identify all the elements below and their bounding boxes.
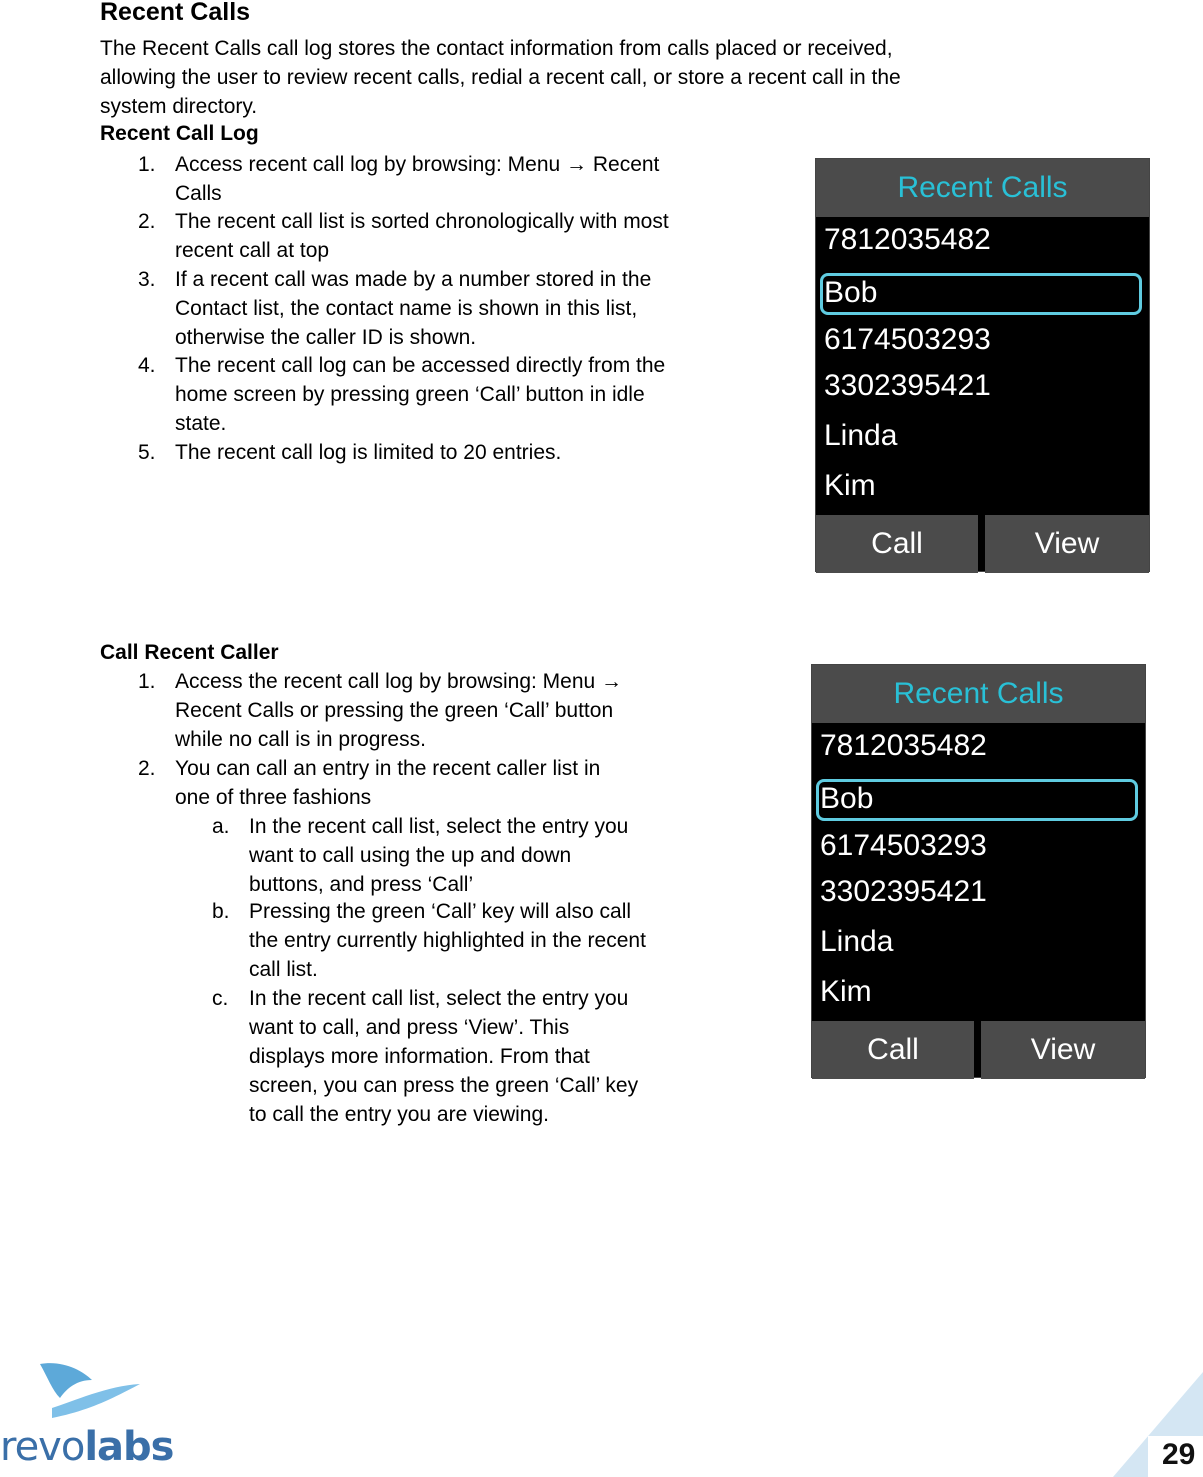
- list-line: state.: [175, 412, 227, 435]
- phone-entry: 7812035482: [820, 729, 987, 762]
- list-line: want to call, and press ‘View’. This: [249, 1016, 570, 1039]
- list-line: the entry currently highlighted in the recent: [249, 929, 646, 952]
- list-line: You can call an entry in the recent caller list in: [175, 757, 601, 780]
- phone-entry: 6174503293: [824, 323, 991, 356]
- list-line: home screen by pressing green ‘Call’ button in idle: [175, 383, 645, 406]
- list-line: buttons, and press ‘Call’: [249, 873, 474, 896]
- list-line: Calls: [175, 182, 222, 205]
- list-number: 5.: [138, 441, 156, 464]
- list-line: one of three fashions: [175, 786, 372, 809]
- list-number: 3.: [138, 268, 156, 291]
- list-line: The recent call list is sorted chronologically with most: [175, 210, 669, 233]
- list-number: 1.: [138, 153, 156, 176]
- revolabs-logo: revolabs: [0, 1424, 174, 1470]
- page-heading: Recent Calls: [100, 0, 251, 26]
- list-line: In the recent call list, select the entry you: [249, 987, 629, 1010]
- list-line: Contact list, the contact name is shown in this list,: [175, 297, 638, 320]
- list-number: 2.: [138, 210, 156, 233]
- list-line: If a recent call was made by a number stored in the: [175, 268, 652, 291]
- intro-line: system directory.: [100, 95, 258, 118]
- list-number: 4.: [138, 354, 156, 377]
- revolabs-fin-icon: [22, 1358, 147, 1428]
- list-line: Pressing the green ‘Call’ key will also call: [249, 900, 632, 923]
- phone-entry: Linda: [824, 419, 898, 452]
- list-line: The recent call log is limited to 20 entries.: [175, 441, 562, 464]
- list-line: The recent call log can be accessed directly from the: [175, 354, 666, 377]
- phone-entry: Linda: [820, 925, 894, 958]
- intro-line: allowing the user to review recent calls, redial a recent call, or store a recent call in the: [100, 66, 901, 89]
- phone-entry: 3302395421: [824, 369, 991, 402]
- list-line: screen, you can press the green ‘Call’ key: [249, 1074, 639, 1097]
- phone-title: Recent Calls: [816, 159, 1149, 217]
- softkey-call: Call: [816, 515, 978, 573]
- phone-entry-selected: Bob: [824, 276, 878, 309]
- list-line: want to call using the up and down: [249, 844, 572, 867]
- phone-title: Recent Calls: [812, 665, 1145, 723]
- list-line: Recent Calls or pressing the green ‘Call’ button: [175, 699, 614, 722]
- list-line: recent call at top: [175, 239, 330, 262]
- phone-entry: 3302395421: [820, 875, 987, 908]
- phone-entry: 6174503293: [820, 829, 987, 862]
- list-line: otherwise the caller ID is shown.: [175, 326, 477, 349]
- list-line: to call the entry you are viewing.: [249, 1103, 549, 1126]
- softkey-view: View: [985, 515, 1149, 573]
- section-heading-recent-call-log: Recent Call Log: [100, 122, 259, 145]
- list-line: displays more information. From that: [249, 1045, 590, 1068]
- list-line: Access the recent call log by browsing: Menu →: [175, 670, 623, 693]
- list-line: call list.: [249, 958, 318, 981]
- phone-entry: Kim: [820, 975, 872, 1008]
- softkey-call: Call: [812, 1021, 974, 1079]
- phone-entry: Kim: [824, 469, 876, 502]
- phone-screen-recent-calls: [815, 158, 1150, 572]
- phone-entry-selected: Bob: [820, 782, 874, 815]
- list-line: Access recent call log by browsing: Menu → Recent: [175, 153, 660, 176]
- softkey-view: View: [981, 1021, 1145, 1079]
- list-line: while no call is in progress.: [175, 728, 426, 751]
- section-heading-call-recent-caller: Call Recent Caller: [100, 641, 279, 664]
- phone-entry: 7812035482: [824, 223, 991, 256]
- page-number: 29: [1162, 1438, 1196, 1471]
- sub-list-letter: b.: [212, 900, 230, 923]
- list-number: 2.: [138, 757, 156, 780]
- phone-screen-recent-calls: [811, 664, 1146, 1078]
- intro-paragraph: [100, 34, 901, 121]
- sub-list-letter: c.: [212, 987, 229, 1010]
- list-line: In the recent call list, select the entry you: [249, 815, 629, 838]
- intro-line: The Recent Calls call log stores the contact information from calls placed or received,: [100, 37, 893, 60]
- sub-list-letter: a.: [212, 815, 230, 838]
- list-number: 1.: [138, 670, 156, 693]
